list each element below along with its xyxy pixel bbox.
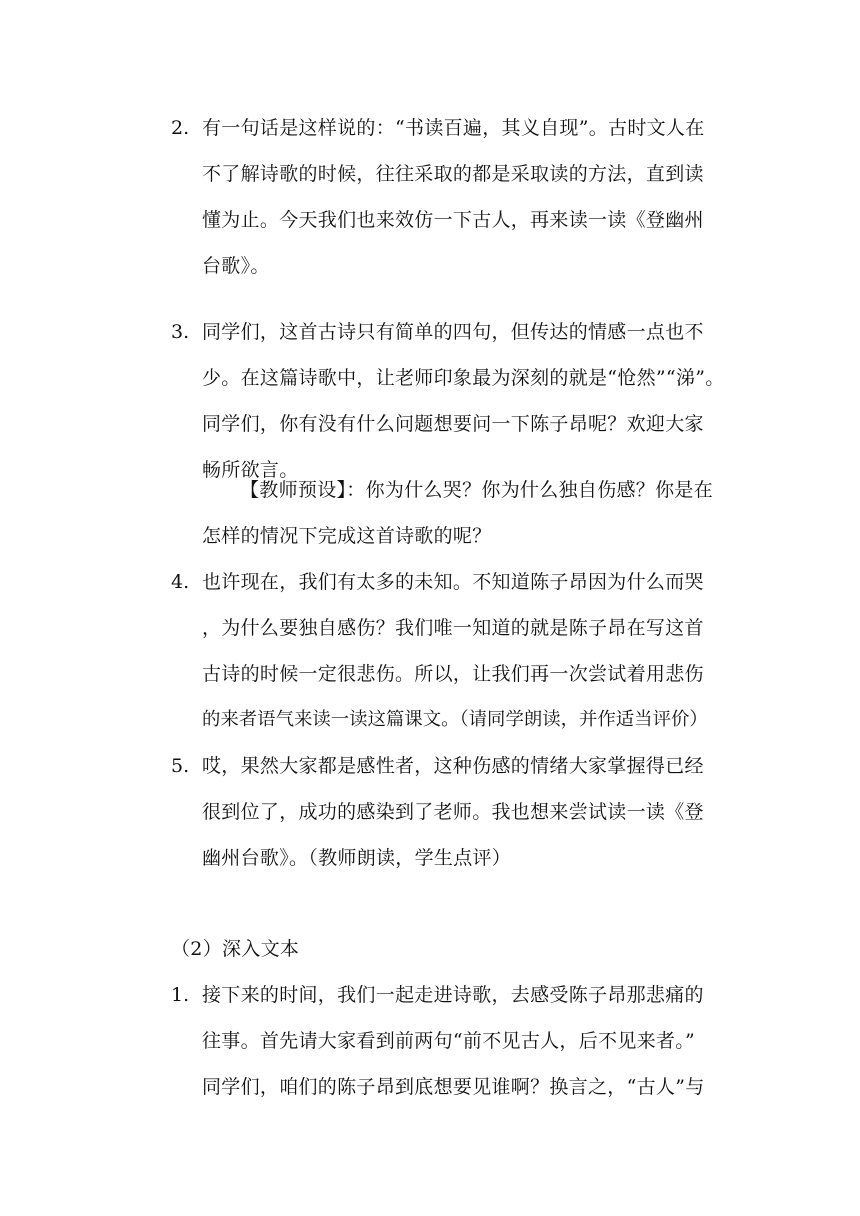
- paragraph-line: 有一句话是这样说的：“书读百遍，其义自现”。古时文人在: [202, 117, 705, 139]
- list-number: 1.: [171, 984, 190, 1006]
- paragraph-line: 同学们，你有没有什么问题想要问一下陈子昂呢？欢迎大家: [202, 413, 704, 435]
- teacher-note-line: 怎样的情况下完成这首诗歌的呢？: [202, 525, 492, 547]
- paragraph-line: 少。在这篇诗歌中，让老师印象最为深刻的就是“怆然”“涕”。: [202, 367, 725, 389]
- list-number: 4.: [171, 571, 190, 593]
- list-number: 5.: [171, 755, 190, 777]
- paragraph-line: 懂为止。今天我们也来效仿一下古人，再来读一读《登幽州: [202, 209, 704, 231]
- paragraph-line: 同学们，咱们的陈子昂到底想要见谁啊？换言之，“古人”与: [202, 1076, 705, 1098]
- paragraph-line: 不了解诗歌的时候，往往采取的都是采取读的方法，直到读: [202, 163, 704, 185]
- section-heading: （2）深入文本: [171, 938, 300, 960]
- paragraph-line: 畅所欲言。: [202, 459, 299, 481]
- paragraph-line: 幽州台歌》。（教师朗读，学生点评）: [202, 847, 512, 869]
- paragraph-line: 的来者语气来读一读这篇课文。（请同学朗读，并作适当评价）: [202, 709, 708, 730]
- list-number: 2.: [171, 117, 190, 139]
- paragraph-line: 也许现在，我们有太多的未知。不知道陈子昂因为什么而哭: [202, 571, 704, 593]
- paragraph-line: ，为什么要独自感伤？我们唯一知道的就是陈子昂在写这首: [202, 617, 704, 639]
- paragraph-line: 古诗的时候一定很悲伤。所以，让我们再一次尝试着用悲伤: [202, 663, 704, 685]
- paragraph-line: 哎，果然大家都是感性者，这种伤感的情绪大家掌握得已经: [202, 755, 704, 777]
- list-number: 3.: [171, 321, 190, 343]
- paragraph-line: 同学们，这首古诗只有简单的四句，但传达的情感一点也不: [202, 321, 704, 343]
- paragraph-line: 接下来的时间，我们一起走进诗歌，去感受陈子昂那悲痛的: [202, 984, 704, 1006]
- teacher-note-line: 【教师预设】：你为什么哭？你为什么独自伤感？你是在: [240, 479, 714, 501]
- paragraph-line: 很到位了，成功的感染到了老师。我也想来尝试读一读《登: [202, 801, 704, 823]
- paragraph-line: 台歌》。: [202, 255, 270, 277]
- paragraph-line: 往事。首先请大家看到前两句“前不见古人，后不见来者。”: [202, 1030, 696, 1052]
